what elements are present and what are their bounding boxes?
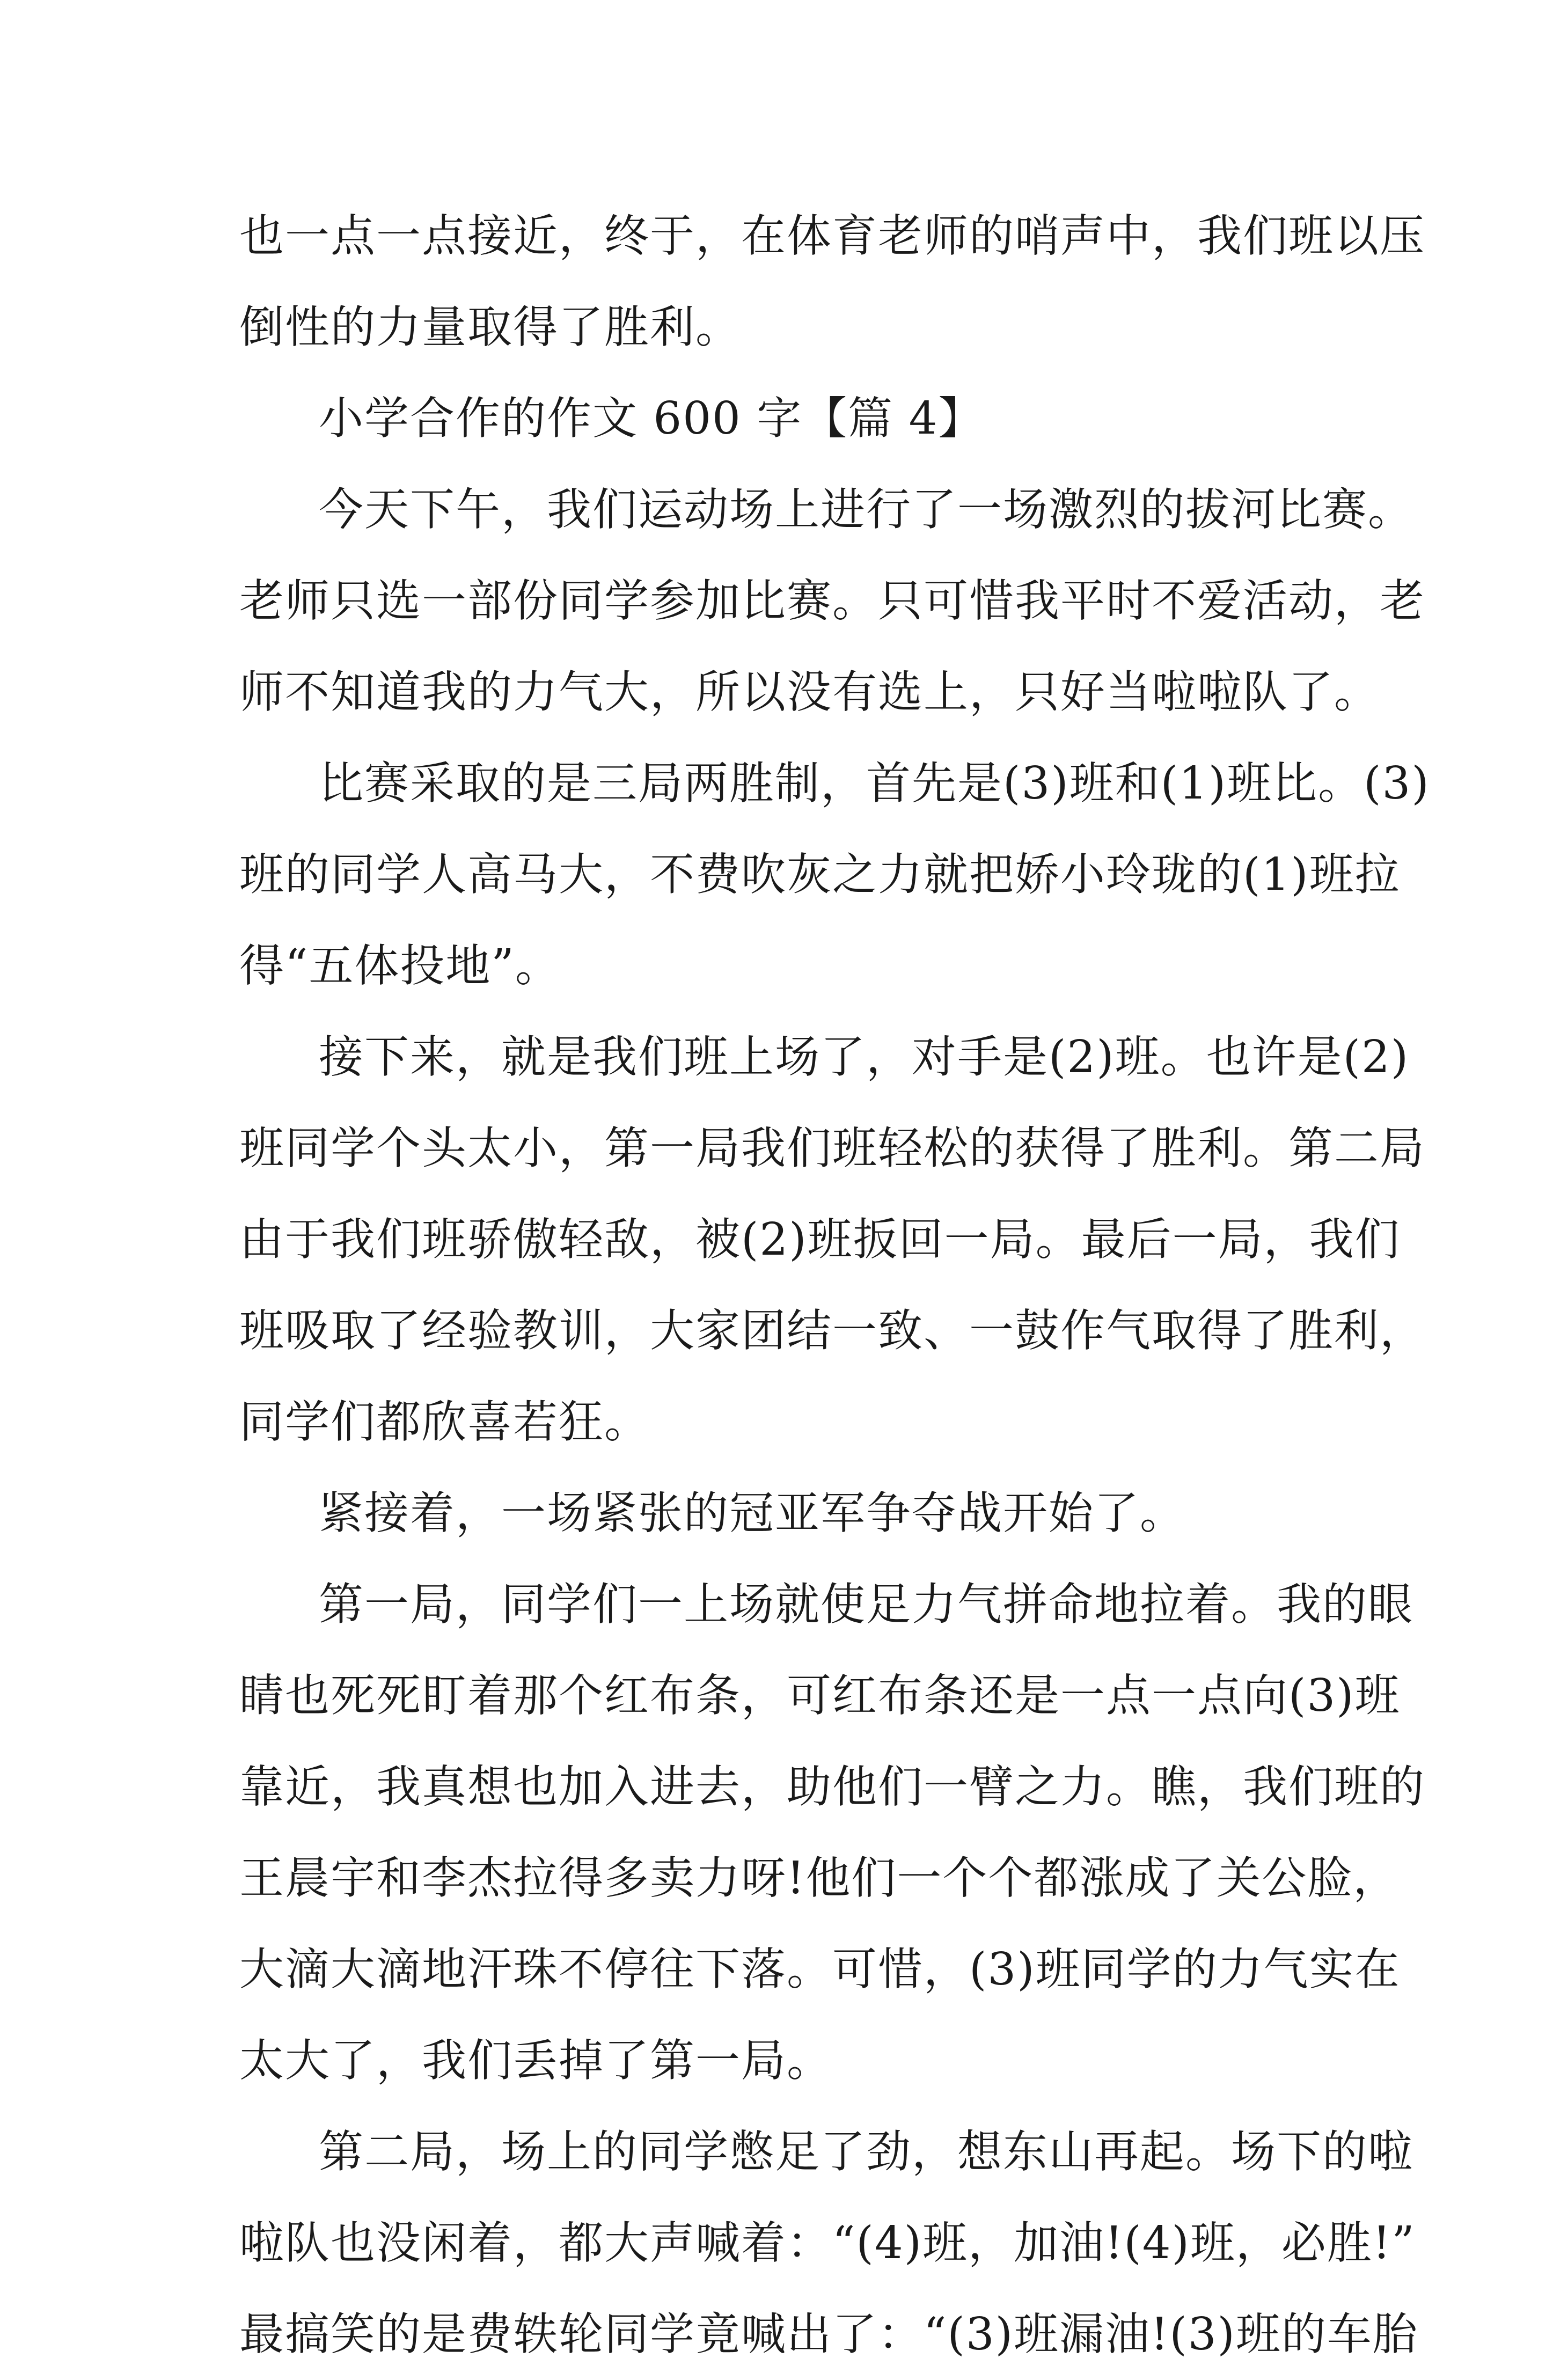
text-line: 大滴大滴地汗珠不停往下落。可惜，(3)班同学的力气实在 xyxy=(239,1943,1401,1995)
text-line: 今天下午，我们运动场上进行了一场激烈的拔河比赛。 xyxy=(319,484,1413,536)
text-line: 同学们都欣喜若狂。 xyxy=(239,1396,650,1448)
text-line: 老师只选一部份同学参加比赛。只可惜我平时不爱活动，老 xyxy=(239,575,1425,627)
essay-body xyxy=(239,191,1430,2380)
text-line: 王晨宇和李杰拉得多卖力呀!他们一个个都涨成了关公脸， xyxy=(239,1852,1399,1904)
text-line: 得“五体投地”。 xyxy=(239,940,561,992)
text-line: 班的同学人高马大，不费吹灰之力就把娇小玲珑的(1)班拉 xyxy=(239,848,1401,900)
text-line: 师不知道我的力气大，所以没有选上，只好当啦啦队了。 xyxy=(239,666,1380,718)
text-line: 睛也死死盯着那个红布条，可红布条还是一点一点向(3)班 xyxy=(239,1669,1401,1722)
text-line: 倒性的力量取得了胜利。 xyxy=(239,301,741,353)
text-line: 比赛采取的是三局两胜制，首先是(3)班和(1)班比。(3) xyxy=(319,757,1430,809)
text-line: 靠近，我真想也加入进去，助他们一臂之力。瞧，我们班的 xyxy=(239,1761,1425,1813)
text-line: 第一局，同学们一上场就使足力气拼命地拉着。我的眼 xyxy=(319,1578,1413,1630)
text-line: 第二局，场上的同学憋足了劲，想东山再起。场下的啦 xyxy=(319,2126,1413,2178)
text-line: 接下来，就是我们班上场了，对手是(2)班。也许是(2) xyxy=(319,1031,1410,1083)
section-heading: 小学合作的作文 600 字【篇 4】 xyxy=(319,392,984,444)
text-line: 紧接着，一场紧张的冠亚军争夺战开始了。 xyxy=(319,1487,1185,1539)
text-line: 啦队也没闲着，都大声喊着：“(4)班，加油!(4)班，必胜!” xyxy=(239,2217,1416,2269)
text-line: 最搞笑的是费轶轮同学竟喊出了：“(3)班漏油!(3)班的车胎 xyxy=(239,2308,1418,2360)
text-line: 也一点一点接近，终于，在体育老师的哨声中，我们班以压 xyxy=(239,210,1425,262)
text-line: 太大了，我们丢掉了第一局。 xyxy=(239,2034,832,2086)
text-line: 班同学个头太小，第一局我们班轻松的获得了胜利。第二局 xyxy=(239,1122,1425,1174)
text-line: 由于我们班骄傲轻敌，被(2)班扳回一局。最后一局，我们 xyxy=(239,1213,1401,1265)
text-line: 班吸取了经验教训，大家团结一致、一鼓作气取得了胜利， xyxy=(239,1305,1425,1357)
